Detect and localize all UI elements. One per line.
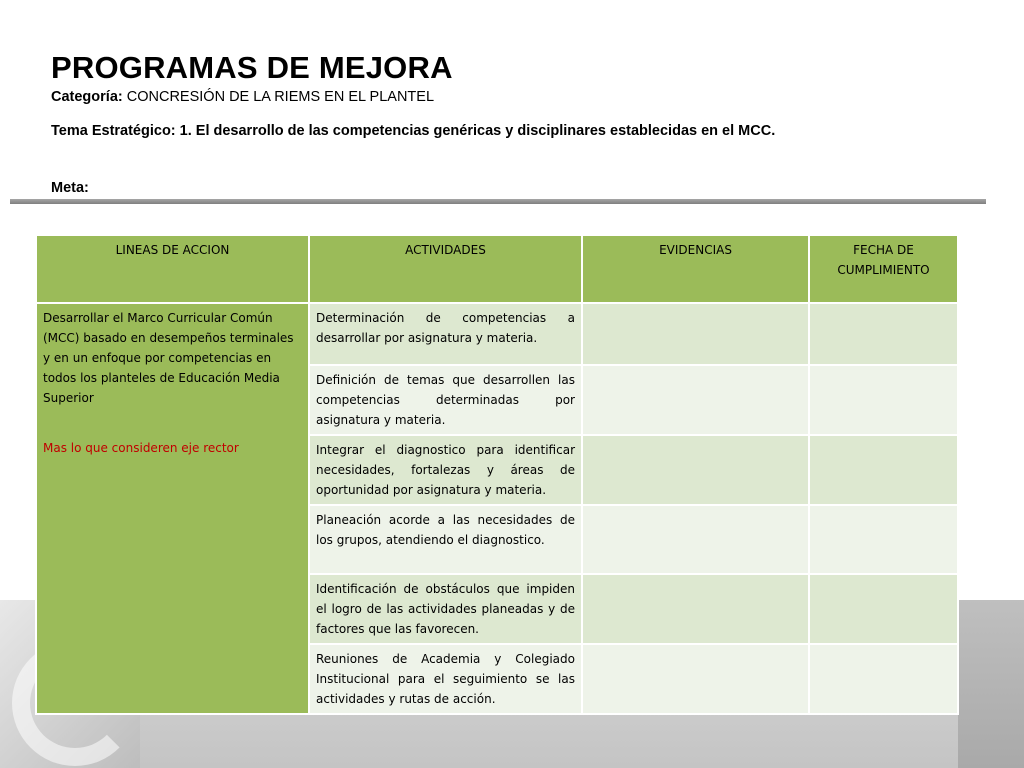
action-line-cell [36, 303, 309, 714]
page-title: PROGRAMAS DE MEJORA [51, 50, 453, 85]
header-actividades: ACTIVIDADES [309, 235, 582, 303]
evidence-cell [582, 644, 809, 714]
date-cell [809, 303, 958, 365]
goal-label: Meta: [51, 180, 89, 196]
table-row [36, 303, 958, 365]
date-cell [809, 644, 958, 714]
header-fecha-de-cumplimiento: FECHA DE CUMPLIMIENTO [809, 235, 958, 303]
evidence-cell [582, 505, 809, 574]
evidence-cell [582, 303, 809, 365]
category-line [51, 88, 434, 106]
date-cell [809, 365, 958, 435]
strategic-theme: Tema Estratégico: 1. El desarrollo de las competencias genéricas y disciplinares establecidas en el MCC. [51, 123, 776, 139]
category-value: CONCRESIÓN DE LA RIEMS EN EL PLANTEL [126, 89, 435, 105]
date-cell [809, 505, 958, 574]
activity-cell: Definición de temas que desarrollen las competencias determinadas por asignatura y materia. [309, 365, 582, 435]
header-lineas-de-accion: LINEAS DE ACCION [36, 235, 309, 303]
evidence-cell [582, 574, 809, 644]
date-cell [809, 435, 958, 505]
action-line-note: Mas lo que consideren eje rector [43, 441, 239, 455]
category-label: Categoría: [51, 89, 123, 105]
activity-cell: Identificación de obstáculos que impiden el logro de las actividades planeadas y de factores que las favorecen. [309, 574, 582, 644]
activity-cell: Planeación acorde a las necesidades de los grupos, atendiendo el diagnostico. [309, 505, 582, 574]
divider-bar [10, 199, 986, 204]
evidence-cell [582, 365, 809, 435]
activity-cell: Reuniones de Academia y Colegiado Institucional para el seguimiento se las actividades y rutas de acción. [309, 644, 582, 714]
activity-cell: Integrar el diagnostico para identificar necesidades, fortalezas y áreas de oportunidad por asignatura y materia. [309, 435, 582, 505]
header-evidencias: EVIDENCIAS [582, 235, 809, 303]
activity-cell: Determinación de competencias a desarrollar por asignatura y materia. [309, 303, 582, 365]
background-decoration-right [958, 600, 1024, 768]
evidence-cell [582, 435, 809, 505]
action-line-text: Desarrollar el Marco Curricular Común (MCC) basado en desempeños terminales y en un enfoque por competencias en todos los planteles de Educación Media Superior [43, 311, 294, 405]
date-cell [809, 574, 958, 644]
table-header-row [36, 235, 958, 303]
improvement-plan-table [35, 234, 959, 715]
